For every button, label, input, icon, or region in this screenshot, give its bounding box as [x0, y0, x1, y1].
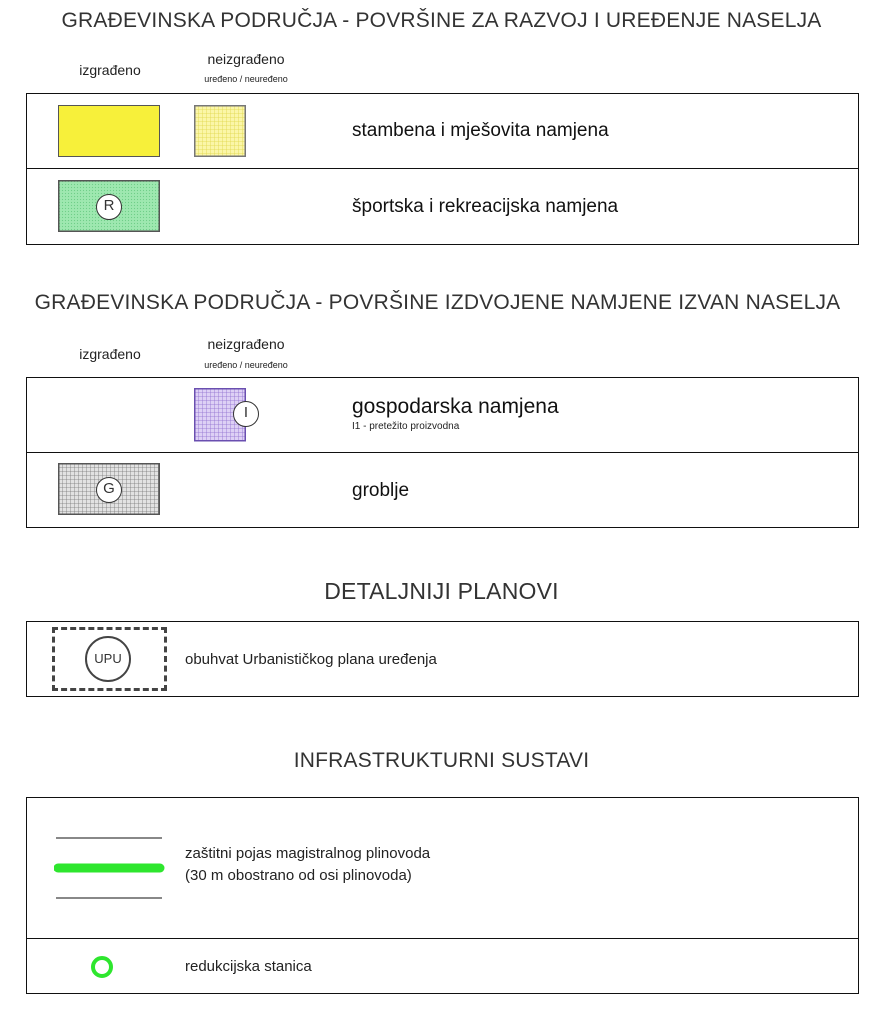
- row-divider: [26, 452, 859, 453]
- cemetery-symbol-icon: G: [96, 477, 122, 503]
- reduction-station-label: redukcijska stanica: [185, 958, 312, 975]
- col-unbuilt-heading-2: neizgrađeno: [207, 336, 285, 352]
- col-built-heading-2: izgrađeno: [79, 346, 141, 362]
- cemetery-label: groblje: [352, 480, 410, 501]
- section2-title: GRAĐEVINSKA PODRUČJA - POVRŠINE IZDVOJENE NAMJENE IZVAN NASELJA: [34, 291, 841, 314]
- industrial-label: gospodarska namjena: [352, 395, 559, 418]
- reduction-station-icon: [88, 953, 116, 981]
- upu-label: obuhvat Urbanističkog plana uređenja: [185, 651, 437, 668]
- col-built-heading: izgrađeno: [79, 62, 141, 78]
- gas-pipeline-label-line2: (30 m obostrano od osi plinovoda): [185, 867, 412, 884]
- gas-pipeline-label-line1: zaštitni pojas magistralnog plinovoda: [185, 845, 431, 862]
- sport-symbol-icon: R: [96, 194, 122, 220]
- residential-unbuilt-swatch: [194, 105, 246, 157]
- col-unbuilt-subheading-2: uređeno / neuređeno: [204, 360, 288, 370]
- section3-title: DETALJNIJI PLANOVI: [324, 578, 559, 604]
- residential-built-swatch: [58, 105, 160, 157]
- sport-label: športska i rekreacijska namjena: [352, 196, 619, 217]
- section4-title: INFRASTRUKTURNI SUSTAVI: [293, 749, 590, 772]
- row-divider: [26, 938, 859, 939]
- industrial-sublabel: I1 - pretežito proizvodna: [352, 421, 460, 432]
- upu-symbol-icon: UPU: [85, 636, 131, 682]
- residential-label: stambena i mješovita namjena: [352, 120, 609, 141]
- col-unbuilt-subheading: uređeno / neuređeno: [204, 74, 288, 84]
- col-unbuilt-heading: neizgrađeno: [207, 51, 285, 67]
- row-divider: [26, 168, 859, 169]
- industrial-symbol-icon: I: [233, 401, 259, 427]
- gas-pipeline-zone-icon: [54, 834, 166, 902]
- section1-title: GRAĐEVINSKA PODRUČJA - POVRŠINE ZA RAZVOJ I UREĐENJE NASELJA: [61, 9, 822, 32]
